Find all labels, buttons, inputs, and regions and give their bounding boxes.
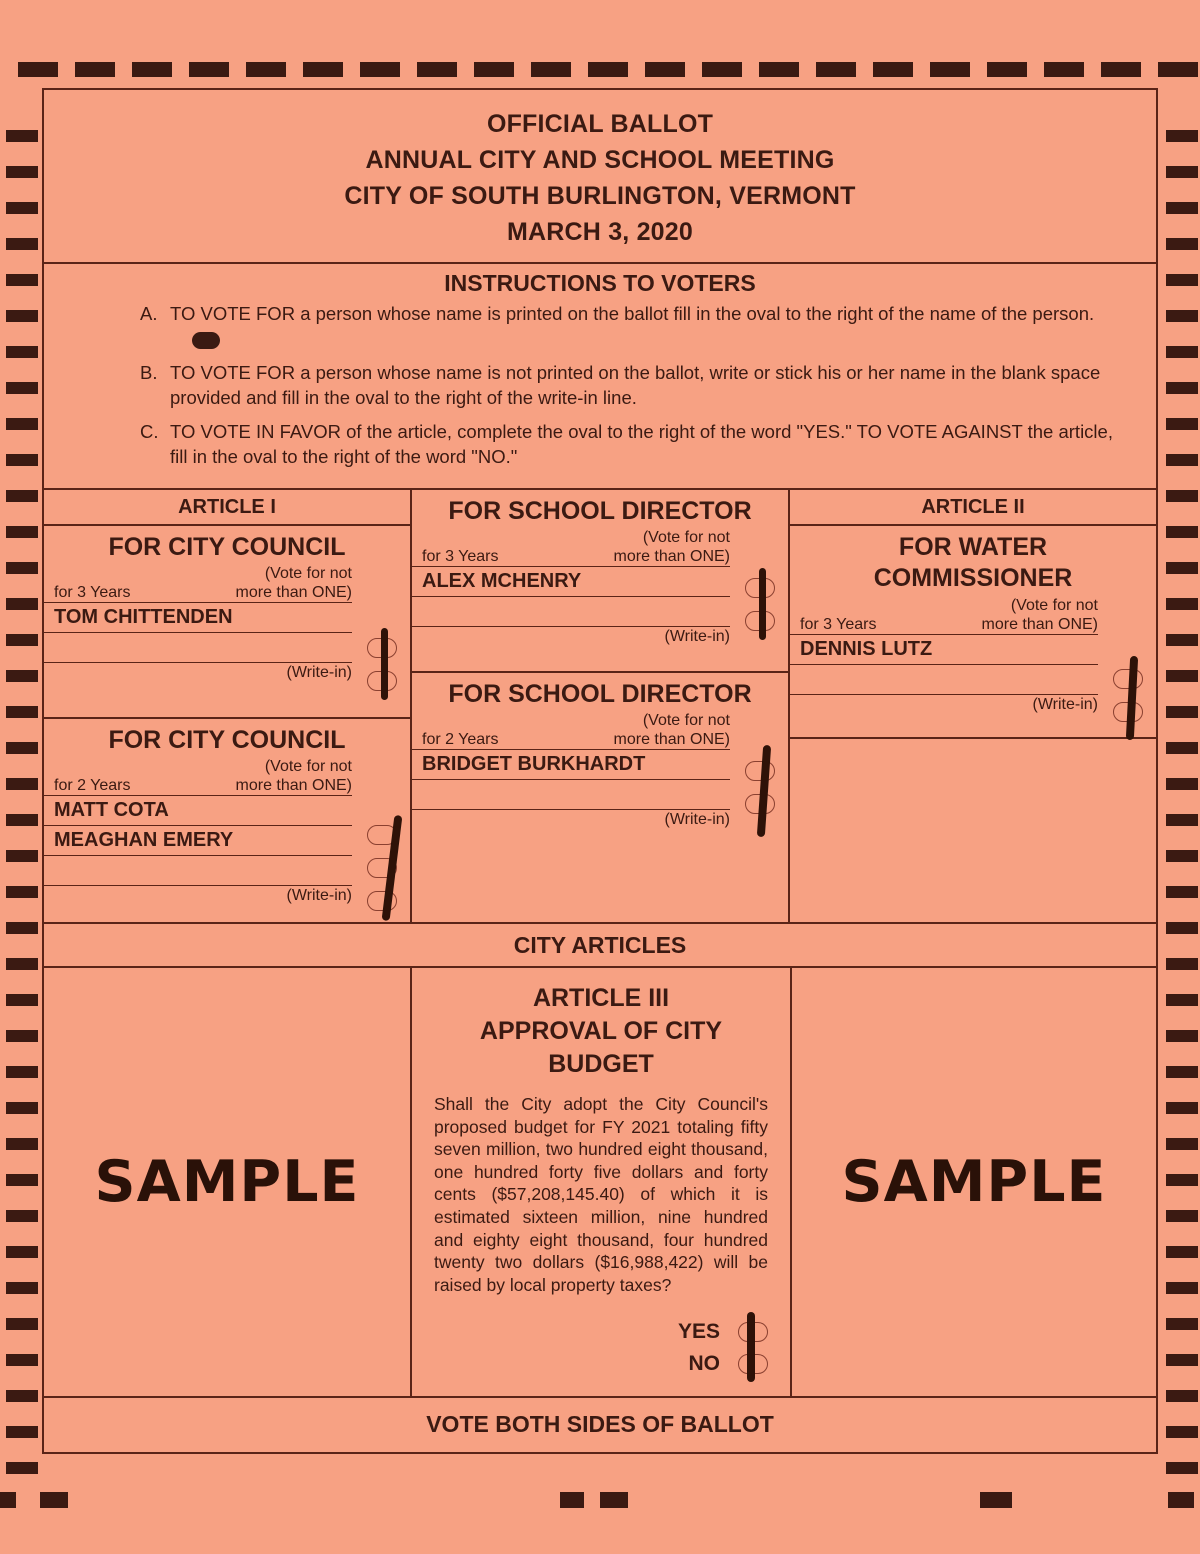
timing-mark	[1101, 62, 1141, 77]
timing-mark	[1166, 598, 1198, 610]
timing-mark	[0, 1492, 16, 1508]
timing-mark	[1166, 490, 1198, 502]
contest-city-council-3yr	[44, 526, 410, 719]
timing-mark	[6, 1390, 38, 1402]
office-title: FOR SCHOOL DIRECTOR	[448, 497, 752, 525]
yes-label: YES	[677, 1320, 720, 1343]
contest-city-council-2yr	[44, 719, 410, 905]
instruction-item-c	[44, 419, 1156, 469]
candidate-dennis-lutz[interactable]: DENNIS LUTZ	[790, 634, 1098, 664]
timing-mark	[1166, 778, 1198, 790]
timing-marks-top	[0, 62, 1200, 84]
term-label: for 2 Years	[422, 731, 499, 748]
timing-mark	[1166, 454, 1198, 466]
timing-mark	[930, 62, 970, 77]
no-row[interactable]	[618, 1348, 768, 1380]
candidate-meaghan-emery[interactable]: MEAGHAN EMERY	[44, 825, 352, 855]
timing-mark	[6, 1210, 38, 1222]
timing-mark	[1166, 1030, 1198, 1042]
timing-mark	[6, 850, 38, 862]
timing-mark	[6, 454, 38, 466]
timing-mark	[6, 274, 38, 286]
timing-mark	[702, 62, 742, 77]
timing-mark	[6, 1318, 38, 1330]
timing-mark	[1166, 922, 1198, 934]
article-iii-title-3: BUDGET	[548, 1050, 654, 1078]
timing-mark	[1166, 1246, 1198, 1258]
timing-mark	[873, 62, 913, 77]
candidate-alex-mchenry[interactable]: ALEX MCHENRY	[412, 566, 730, 596]
vote-for-note: (Vote for not more than ONE)	[613, 712, 730, 748]
pen-mark	[759, 568, 766, 640]
no-label: NO	[688, 1352, 720, 1375]
timing-mark	[816, 62, 856, 77]
pen-mark	[747, 1312, 755, 1382]
writein-label: (Write-in)	[412, 809, 730, 829]
timing-mark	[1166, 202, 1198, 214]
timing-mark	[360, 62, 400, 77]
timing-mark	[1166, 670, 1198, 682]
office-title: FOR CITY COUNCIL	[108, 533, 346, 561]
header-line-4: MARCH 3, 2020	[507, 218, 693, 246]
timing-mark	[1168, 1492, 1194, 1508]
timing-mark	[1166, 418, 1198, 430]
term-label: for 3 Years	[800, 616, 877, 633]
article-iii-title-1: ARTICLE III	[532, 984, 670, 1012]
office-title: FOR WATER COMMISSIONER	[873, 533, 1073, 592]
candidate-bridget-burkhardt[interactable]: BRIDGET BURKHARDT	[412, 749, 730, 779]
instructions-title: INSTRUCTIONS TO VOTERS	[444, 270, 756, 296]
header-line-2: ANNUAL CITY AND SCHOOL MEETING	[365, 146, 835, 174]
office-title: FOR CITY COUNCIL	[108, 726, 346, 754]
writein-label: (Write-in)	[44, 885, 352, 905]
pen-mark	[757, 745, 771, 837]
timing-mark	[1166, 1318, 1198, 1330]
timing-mark	[246, 62, 286, 77]
writein-blank-line[interactable]	[44, 855, 352, 885]
ballot-card	[42, 88, 1158, 1454]
timing-mark	[189, 62, 229, 77]
timing-mark	[6, 814, 38, 826]
timing-mark	[980, 1492, 1012, 1508]
writein-blank-line[interactable]	[44, 632, 352, 662]
timing-mark	[6, 994, 38, 1006]
timing-mark	[6, 1462, 38, 1474]
writein-blank-line[interactable]	[790, 664, 1098, 694]
timing-mark	[1166, 706, 1198, 718]
timing-mark	[1166, 886, 1198, 898]
instruction-item-a	[44, 301, 1156, 351]
timing-mark	[6, 1246, 38, 1258]
timing-mark	[1166, 1282, 1198, 1294]
header-line-3: CITY OF SOUTH BURLINGTON, VERMONT	[344, 182, 856, 210]
timing-mark	[1166, 238, 1198, 250]
yes-no-group	[618, 1316, 768, 1380]
timing-mark	[1166, 310, 1198, 322]
writein-label: (Write-in)	[412, 626, 730, 646]
article-bar-i: ARTICLE I	[44, 490, 410, 526]
instructions-section	[44, 264, 1156, 490]
column-middle	[412, 490, 790, 922]
ballot-header	[44, 90, 1156, 264]
yes-row[interactable]	[618, 1316, 768, 1348]
instruction-text-a: TO VOTE FOR a person whose name is printed on the ballot fill in the oval to the right of the name of the person.	[170, 303, 1095, 324]
timing-mark	[1166, 1462, 1198, 1474]
timing-mark	[6, 346, 38, 358]
term-label: for 3 Years	[422, 548, 499, 565]
timing-mark	[6, 526, 38, 538]
vote-for-note: (Vote for not more than ONE)	[235, 758, 352, 794]
city-articles-band: CITY ARTICLES	[44, 924, 1156, 968]
candidate-matt-cota[interactable]: MATT COTA	[44, 795, 352, 825]
timing-mark	[6, 958, 38, 970]
timing-mark	[303, 62, 343, 77]
timing-mark	[1166, 1138, 1198, 1150]
column-right	[790, 490, 1156, 922]
timing-mark	[600, 1492, 628, 1508]
timing-mark	[759, 62, 799, 77]
vote-for-note: (Vote for not more than ONE)	[235, 565, 352, 601]
article-bar-ii: ARTICLE II	[790, 490, 1156, 526]
instruction-text-b: TO VOTE FOR a person whose name is not printed on the ballot, write or stick his or her name in the blank space provided and fill in the oval to the right of the write-in line.	[170, 362, 1101, 408]
filled-oval-example-icon	[192, 332, 220, 349]
timing-mark	[1166, 742, 1198, 754]
instruction-item-b	[44, 360, 1156, 410]
timing-mark	[1166, 562, 1198, 574]
timing-mark	[6, 670, 38, 682]
timing-mark	[645, 62, 685, 77]
article-iii-body: Shall the City adopt the City Council's proposed budget for FY 2021 totaling fifty seven million, two hundred eight thousand, one hundred forty five dollars and forty cents ($57,208,145.40) of which it is estimated sixteen million, nine hundred and eighty eight thousand, four hundred twenty two dollars ($16,988,422) will be raised by local property taxes?	[434, 1094, 768, 1295]
timing-mark	[1166, 1066, 1198, 1078]
timing-mark	[6, 1174, 38, 1186]
timing-mark	[1166, 1426, 1198, 1438]
instruction-text-c: TO VOTE IN FAVOR of the article, complete the oval to the right of the word "YES." TO VOTE AGAINST the article, fill in the oval to the right of the word "NO."	[170, 421, 1113, 467]
timing-mark	[1166, 274, 1198, 286]
instruction-label-b: B.	[140, 362, 158, 383]
timing-mark	[132, 62, 172, 77]
timing-mark	[6, 382, 38, 394]
timing-mark	[6, 778, 38, 790]
timing-mark	[1166, 634, 1198, 646]
timing-mark	[6, 562, 38, 574]
timing-mark	[6, 742, 38, 754]
contest-columns	[44, 490, 1156, 924]
timing-mark	[1166, 994, 1198, 1006]
column-left	[44, 490, 412, 922]
writein-blank-line[interactable]	[412, 596, 730, 626]
timing-mark	[1166, 346, 1198, 358]
timing-mark	[6, 1426, 38, 1438]
timing-mark	[1166, 814, 1198, 826]
timing-mark	[6, 886, 38, 898]
timing-mark	[1166, 382, 1198, 394]
timing-mark	[6, 1138, 38, 1150]
timing-mark	[560, 1492, 584, 1508]
timing-mark	[6, 202, 38, 214]
pen-mark	[381, 628, 388, 700]
timing-mark	[1166, 1390, 1198, 1402]
sample-watermark-right-box	[790, 968, 1156, 1396]
timing-mark	[6, 1030, 38, 1042]
timing-mark	[1166, 1102, 1198, 1114]
timing-mark	[6, 490, 38, 502]
article-iii-section	[412, 968, 790, 1396]
term-label: for 3 Years	[54, 584, 131, 601]
timing-mark	[6, 1066, 38, 1078]
timing-mark	[1166, 526, 1198, 538]
timing-mark	[987, 62, 1027, 77]
timing-mark	[40, 1492, 68, 1508]
timing-mark	[6, 706, 38, 718]
timing-mark	[1166, 1354, 1198, 1366]
writein-label: (Write-in)	[44, 662, 352, 682]
timing-mark	[6, 310, 38, 322]
timing-mark	[417, 62, 457, 77]
contest-school-director-3yr	[412, 490, 788, 673]
timing-mark	[6, 130, 38, 142]
instruction-label-c: C.	[140, 421, 159, 442]
timing-mark	[6, 1354, 38, 1366]
vote-for-note: (Vote for not more than ONE)	[613, 529, 730, 565]
timing-mark	[6, 598, 38, 610]
timing-marks-bottom	[0, 1492, 1200, 1514]
timing-mark	[1166, 958, 1198, 970]
timing-mark	[6, 238, 38, 250]
term-label: for 2 Years	[54, 777, 131, 794]
timing-mark	[6, 1102, 38, 1114]
timing-mark	[1166, 850, 1198, 862]
writein-blank-line[interactable]	[412, 779, 730, 809]
sample-watermark-left: SAMPLE	[94, 1149, 360, 1215]
sample-watermark-right: SAMPLE	[841, 1149, 1107, 1215]
timing-mark	[531, 62, 571, 77]
timing-marks-right	[1158, 0, 1198, 1554]
article-iii-title-2: APPROVAL OF CITY	[479, 1017, 723, 1045]
timing-mark	[588, 62, 628, 77]
timing-mark	[1166, 130, 1198, 142]
timing-mark	[75, 62, 115, 77]
timing-mark	[1166, 1210, 1198, 1222]
timing-mark	[6, 418, 38, 430]
vote-for-note: (Vote for not more than ONE)	[981, 597, 1098, 633]
sample-watermark-left-box	[44, 968, 412, 1396]
timing-mark	[6, 166, 38, 178]
candidate-tom-chittenden[interactable]: TOM CHITTENDEN	[44, 602, 352, 632]
timing-mark	[1166, 1174, 1198, 1186]
timing-mark	[474, 62, 514, 77]
timing-mark	[1044, 62, 1084, 77]
timing-marks-left	[6, 0, 46, 1554]
writein-label: (Write-in)	[790, 694, 1098, 714]
contest-water-commissioner	[790, 526, 1156, 739]
contest-school-director-2yr	[412, 673, 788, 829]
timing-mark	[6, 1282, 38, 1294]
timing-mark	[6, 634, 38, 646]
timing-mark	[1166, 166, 1198, 178]
timing-mark	[6, 922, 38, 934]
articles-row	[44, 968, 1156, 1398]
office-title: FOR SCHOOL DIRECTOR	[448, 680, 752, 708]
header-line-1: OFFICIAL BALLOT	[486, 110, 714, 138]
instruction-label-a: A.	[140, 303, 158, 324]
ballot-footer: VOTE BOTH SIDES OF BALLOT	[426, 1411, 774, 1437]
